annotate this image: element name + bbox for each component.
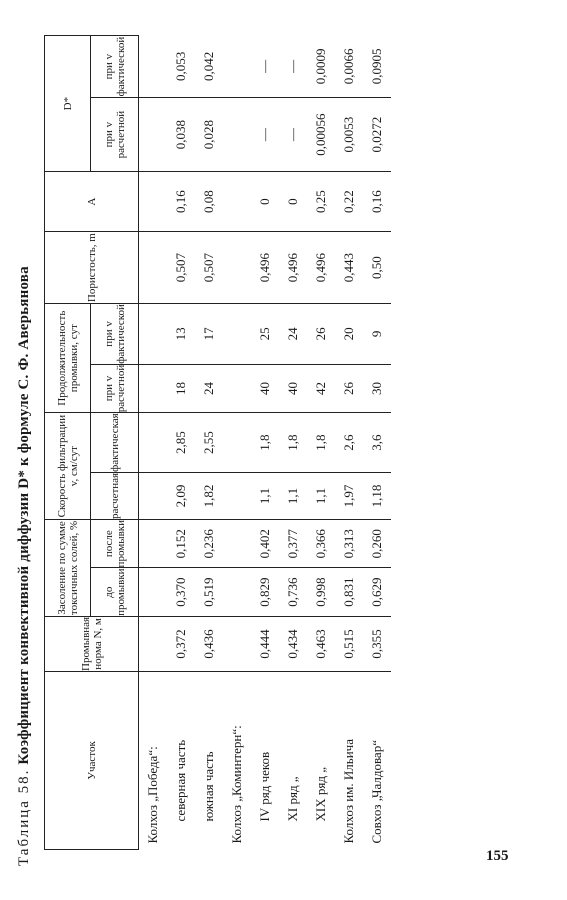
table-cell: 26	[335, 364, 363, 413]
table-cell: —	[251, 36, 279, 98]
table-cell	[139, 472, 168, 519]
table-cell: 0,313	[335, 519, 363, 567]
table-cell: 0,443	[335, 232, 363, 304]
table-cell: 0,50	[363, 232, 391, 304]
row-label: XI ряд „	[285, 776, 300, 822]
table-cell: 20	[335, 304, 363, 365]
table-cell	[223, 413, 251, 473]
table-cell	[139, 304, 168, 365]
table-cell: 1,1	[279, 472, 307, 519]
table-cell: 0,436	[195, 616, 223, 671]
table-cell: 1,97	[335, 472, 363, 519]
table-cell: 0,152	[167, 519, 195, 567]
table-cell: 0,0272	[363, 98, 391, 172]
header-salinity-before: до промывки	[91, 568, 139, 616]
header-a: A	[45, 172, 139, 232]
table-cell: —	[251, 98, 279, 172]
table-cell	[223, 36, 251, 98]
table-cell: 1,8	[251, 413, 279, 473]
table-cell	[139, 364, 168, 413]
table-cell: 0,0009	[307, 36, 335, 98]
table-cell: 0,507	[195, 232, 223, 304]
table-cell: 0,053	[167, 36, 195, 98]
table-title	[16, 266, 33, 866]
table-cell: 0,444	[251, 616, 279, 671]
table-cell: 25	[251, 304, 279, 365]
table-cell: 0,0905	[363, 36, 391, 98]
table-cell: 2,09	[167, 472, 195, 519]
table-cell	[139, 172, 168, 232]
table-cell: 0,372	[167, 616, 195, 671]
table-cell: 0,25	[307, 172, 335, 232]
table-cell	[223, 304, 251, 365]
table-row	[335, 36, 363, 850]
table-body	[139, 36, 392, 850]
table-cell: 1,8	[279, 413, 307, 473]
header-porosity: Пористость, m	[45, 232, 139, 304]
table-cell: 0,463	[307, 616, 335, 671]
table-cell: 17	[195, 304, 223, 365]
table-cell	[223, 616, 251, 671]
table-cell	[223, 364, 251, 413]
row-label: Колхоз „Победа“:	[145, 746, 160, 844]
header-duration-fact: при v фактической	[91, 304, 139, 365]
table-cell: 9	[363, 304, 391, 365]
row-label: Колхоз им. Ильича	[341, 739, 356, 844]
table-cell: 3,6	[363, 413, 391, 473]
header-velocity: Скорость фильтрации v, см/сут	[45, 413, 91, 520]
table-cell	[139, 616, 168, 671]
table-cell: 0,434	[279, 616, 307, 671]
row-label: северная часть	[173, 739, 188, 822]
table-cell: 18	[167, 364, 195, 413]
table-cell: 0,829	[251, 568, 279, 616]
table-cell: 0,366	[307, 519, 335, 567]
table-cell	[223, 172, 251, 232]
table-cell: 1,1	[251, 472, 279, 519]
row-label: Совхоз „Чалдовар“	[369, 740, 384, 844]
row-label: IV ряд чеков	[257, 751, 272, 822]
table-cell: 24	[279, 304, 307, 365]
table-cell: —	[279, 36, 307, 98]
table-cell	[139, 98, 168, 172]
table-cell: 2,85	[167, 413, 195, 473]
table-cell	[139, 36, 168, 98]
table-cell: 24	[195, 364, 223, 413]
table-row	[363, 36, 391, 850]
header-d: D*	[45, 36, 91, 172]
table-cell: 30	[363, 364, 391, 413]
table-cell: 1,18	[363, 472, 391, 519]
table-cell	[139, 232, 168, 304]
header-velocity-fact: фактическая	[91, 413, 139, 473]
table-cell: 0,507	[167, 232, 195, 304]
table-cell: 0,496	[307, 232, 335, 304]
table-row	[167, 36, 195, 850]
table-cell: 0,038	[167, 98, 195, 172]
table-cell: 0,496	[251, 232, 279, 304]
table-cell: 0,377	[279, 519, 307, 567]
table-row	[251, 36, 279, 850]
table-cell: 40	[279, 364, 307, 413]
header-norm: Промывная норма N, м	[45, 616, 139, 671]
table-cell: 0,402	[251, 519, 279, 567]
table-cell: 0,028	[195, 98, 223, 172]
table-cell	[139, 413, 168, 473]
table-cell: 0,16	[363, 172, 391, 232]
table-cell: 0,496	[279, 232, 307, 304]
table-cell	[139, 519, 168, 567]
table-row	[139, 36, 168, 850]
header-salinity: Засоление по сумме токсичных солей, %	[45, 519, 91, 616]
table-cell: 0,370	[167, 568, 195, 616]
table-cell: 0,998	[307, 568, 335, 616]
table-cell: 0	[251, 172, 279, 232]
table-cell	[139, 568, 168, 616]
table-cell: 0,736	[279, 568, 307, 616]
table-caption: Коэффициент конвективной диффузии D* к формуле С. Ф. Аверьянова	[16, 266, 32, 765]
table-cell: 0,042	[195, 36, 223, 98]
table-cell: —	[279, 98, 307, 172]
header-duration: Продолжительность промывки, сут	[45, 304, 91, 413]
table-cell: 42	[307, 364, 335, 413]
row-label: Колхоз „Коминтерн“:	[229, 725, 244, 844]
header-d-calc: при v расчетной	[91, 98, 139, 172]
table-row	[195, 36, 223, 850]
table-cell: 0,08	[195, 172, 223, 232]
row-label: XIX ряд „	[313, 767, 328, 822]
table-cell: 1,8	[307, 413, 335, 473]
table-cell: 0,22	[335, 172, 363, 232]
table-cell	[223, 472, 251, 519]
table-cell: 0	[279, 172, 307, 232]
table-cell: 0,0066	[335, 36, 363, 98]
table-cell: 0,0053	[335, 98, 363, 172]
table-cell: 13	[167, 304, 195, 365]
header-plot: Участок	[45, 672, 139, 850]
table-row	[307, 36, 335, 850]
table-cell: 2,55	[195, 413, 223, 473]
table-cell: 2,6	[335, 413, 363, 473]
header-salinity-after: после промывки	[91, 519, 139, 567]
table-cell: 0,260	[363, 519, 391, 567]
table-cell: 0,519	[195, 568, 223, 616]
table-cell	[223, 232, 251, 304]
table-cell	[223, 568, 251, 616]
table-cell	[223, 519, 251, 567]
table-row	[223, 36, 251, 850]
row-label: южная часть	[201, 751, 216, 822]
table-cell: 0,00056	[307, 98, 335, 172]
table-cell: 1,1	[307, 472, 335, 519]
table-cell: 0,236	[195, 519, 223, 567]
table-cell: 0,831	[335, 568, 363, 616]
table-cell: 0,16	[167, 172, 195, 232]
table-cell: 26	[307, 304, 335, 365]
table-cell: 0,355	[363, 616, 391, 671]
table-row	[279, 36, 307, 850]
table-cell	[223, 98, 251, 172]
header-velocity-calc: расчетная	[91, 472, 139, 519]
table-cell: 0,515	[335, 616, 363, 671]
table-number: Таблица 58.	[16, 768, 32, 866]
header-d-fact: при v фактической	[91, 36, 139, 98]
table-cell: 0,629	[363, 568, 391, 616]
table-cell: 1,82	[195, 472, 223, 519]
diffusion-table	[44, 35, 391, 850]
header-duration-calc: при v расчетной	[91, 364, 139, 413]
table-cell: 40	[251, 364, 279, 413]
page-number: 155	[486, 848, 509, 864]
